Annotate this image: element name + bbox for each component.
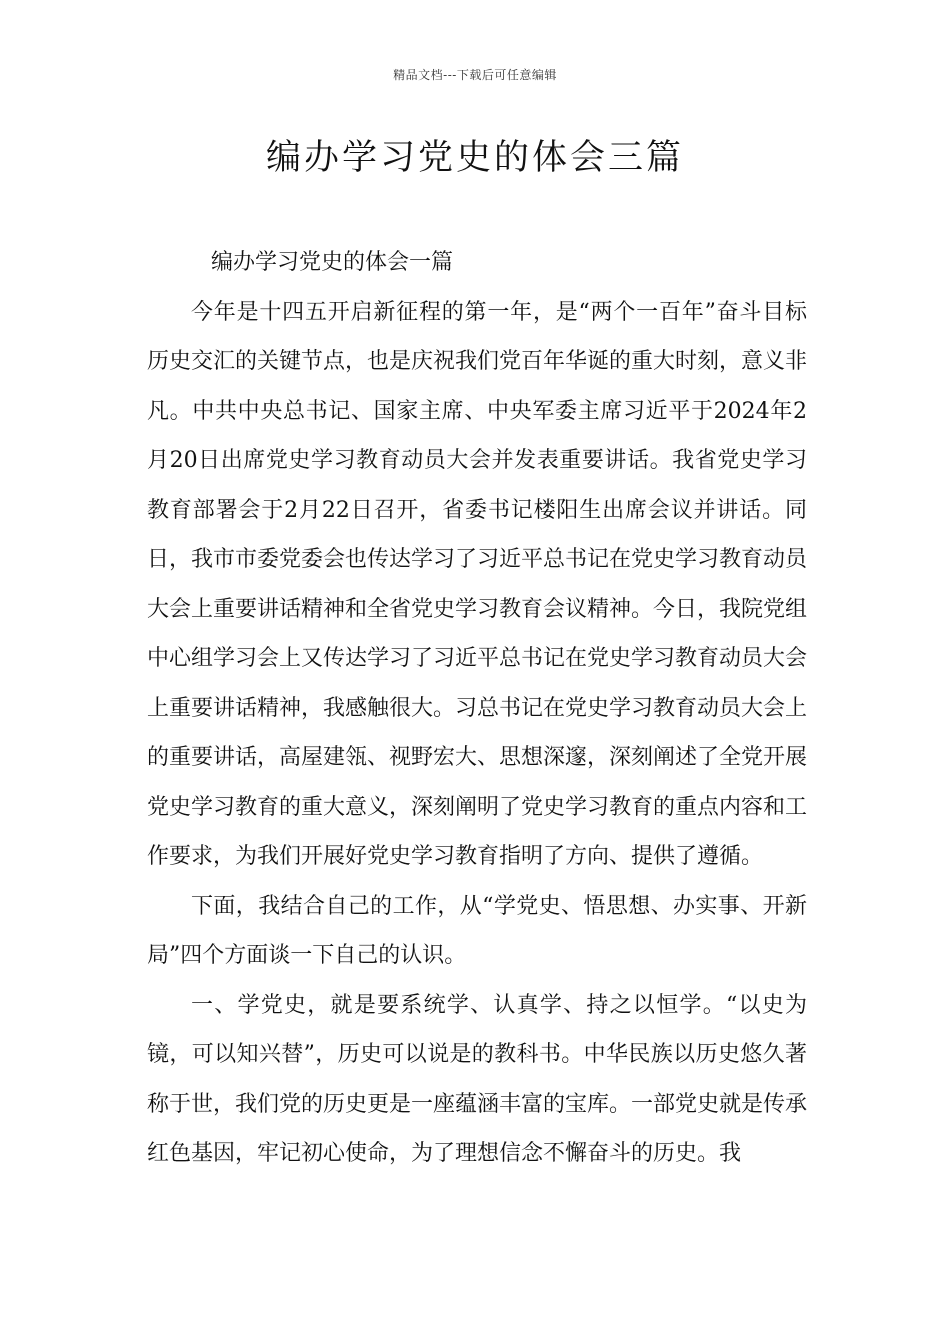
paragraph-intro: 今年是十四五开启新征程的第一年，是“两个一百年”奋斗目标历史交汇的关键节点，也是庆祝我们党百年华诞的重大时刻，意义非凡。中共中央总书记、国家主席、中央军委主席习近平于2024年2月20日出席党史学习教育动员大会并发表重要讲话。我省党史学习教育部署会于2月22日召开，省委书记楼阳生出席会议并讲话。同日，我市市委党委会也传达学习了习近平总书记在党史学习教育动员大会上重要讲话精神和全省党史学习教育会议精神。今日，我院党组中心组学习会上又传达学习了习近平总书记在党史学习教育动员大会上重要讲话精神，我感触很大。习总书记在党史学习教育动员大会上的重要讲话，高屋建瓴、视野宏大、思想深邃，深刻阐述了全党开展党史学习教育的重大意义，深刻阐明了党史学习教育的重点内容和工作要求，为我们开展好党史学习教育指明了方向、提供了遵循。 (147, 299, 808, 869)
paragraph-outline: 下面，我结合自己的工作，从“学党史、悟思想、办实事、开新局”四个方面谈一下自己的认识。 (147, 893, 807, 968)
document-body (147, 224, 807, 1179)
page-header-watermark: 精品文档---下载后可任意编辑 (393, 68, 557, 82)
section-heading: 编办学习党史的体会一篇 (211, 250, 454, 275)
document-title: 编办学习党史的体会三篇 (265, 138, 684, 178)
paragraph-point-one: 一、学党史，就是要系统学、认真学、持之以恒学。“以史为镜，可以知兴替”，历史可以说是的教科书。中华民族以历史悠久著称于世，我们党的历史更是一座蕴涵丰富的宝库。一部党史就是传承红色基因，牢记初心使命，为了理想信念不懈奋斗的历史。我 (147, 992, 808, 1166)
